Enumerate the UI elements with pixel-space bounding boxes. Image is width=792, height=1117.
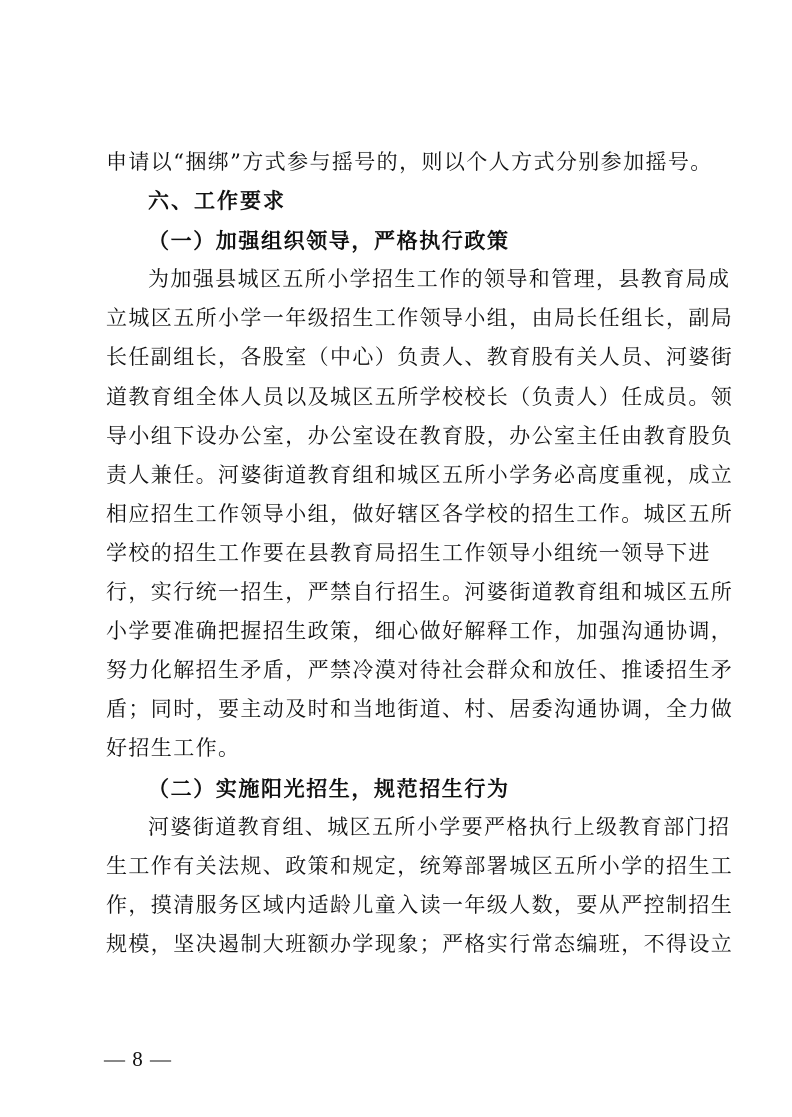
paragraph-line: 导小组下设办公室，办公室设在教育股，办公室主任由教育股负 (106, 423, 734, 448)
subsection-heading: （二）实施阳光招生，规范招生行为 (148, 775, 510, 801)
paragraph-line: 相应招生工作领导小组，做好辖区各学校的招生工作。城区五所 (106, 501, 734, 526)
paragraph-line: 生工作有关法规、政策和规定，统筹部署城区五所小学的招生工 (106, 853, 734, 878)
paragraph-line: 规模，坚决遏制大班额办学现象；严格实行常态编班，不得设立 (106, 931, 734, 956)
paragraph-line: 河婆街道教育组、城区五所小学要严格执行上级教育部门招 (148, 814, 731, 839)
paragraph-line: 行，实行统一招生，严禁自行招生。河婆街道教育组和城区五所 (106, 580, 734, 605)
paragraph-line: 责人兼任。河婆街道教育组和城区五所小学务必高度重视，成立 (106, 462, 734, 487)
paragraph-line: 盾；同时，要主动及时和当地街道、村、居委沟通协调，全力做 (106, 697, 734, 722)
paragraph-line: 为加强县城区五所小学招生工作的领导和管理，县教育局成 (148, 267, 731, 292)
paragraph-line: 立城区五所小学一年级招生工作领导小组，由局长任组长，副局 (106, 306, 734, 331)
paragraph-line: 申请以“捆绑”方式参与摇号的，则以个人方式分别参加摇号。 (106, 150, 713, 174)
paragraph-line: 小学要准确把握招生政策，细心做好解释工作，加强沟通协调， (106, 619, 734, 644)
section-heading: 六、工作要求 (148, 189, 286, 214)
paragraph-line: 好招生工作。 (106, 736, 241, 761)
paragraph-line: 作，摸清服务区域内适龄儿童入读一年级人数，要从严控制招生 (106, 892, 734, 917)
paragraph-line: 长任副组长，各股室（中心）负责人、教育股有关人员、河婆街 (106, 345, 734, 370)
paragraph-line: 道教育组全体人员以及城区五所学校校长（负责人）任成员。领 (106, 384, 734, 409)
paragraph-line: 努力化解招生矛盾，严禁冷漠对待社会群众和放任、推诿招生矛 (106, 658, 734, 683)
document-body (106, 143, 734, 964)
page-number: — 8 — (104, 1047, 172, 1071)
paragraph-line: 学校的招生工作要在县教育局招生工作领导小组统一领导下进 (106, 540, 711, 565)
subsection-heading: （一）加强组织领导，严格执行政策 (148, 228, 510, 254)
